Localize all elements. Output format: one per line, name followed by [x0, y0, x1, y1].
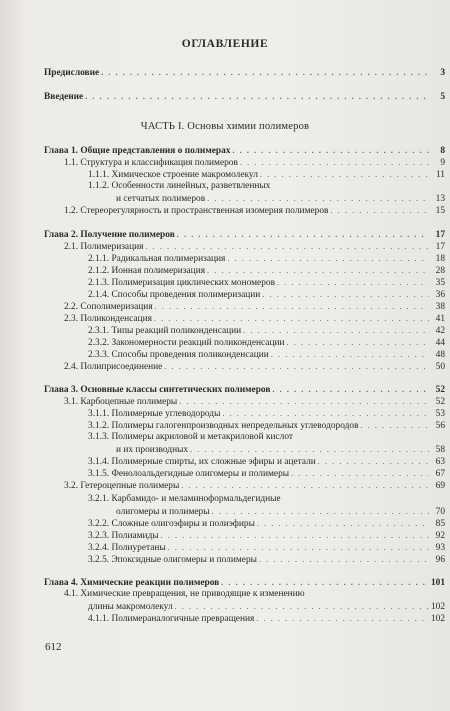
toc-section: [64, 480, 445, 491]
toc-subsection: [116, 444, 445, 455]
toc-section: [64, 396, 445, 407]
toc-leader-dots: [257, 518, 429, 529]
toc-leader-dots: [181, 480, 429, 491]
toc-leader-dots: [291, 468, 429, 479]
toc-page-number: 17: [435, 230, 445, 240]
toc-subsection: [88, 420, 445, 431]
toc-leader-dots: [330, 205, 429, 216]
toc-page-number: 5: [440, 92, 445, 102]
toc-entry-title: Предисловие: [44, 68, 100, 78]
toc-leader-dots: [85, 91, 429, 102]
toc-entry-title: 3.1.5. Фенолоальдегидные олигомеры и полимеры: [88, 469, 290, 479]
toc-entry-title: 1.1.1. Химическое строение макромолекул: [88, 170, 258, 180]
toc-entry-preface: [44, 67, 445, 78]
toc-subsection: [88, 277, 445, 288]
toc-subsection: [88, 468, 445, 479]
toc-chapter-4: [44, 577, 445, 588]
toc-page-number: 58: [435, 445, 445, 455]
page-title: ОГЛАВЛЕНИЕ: [181, 38, 269, 50]
part-heading: ЧАСТЬ I. Основы химии полимеров: [140, 121, 310, 132]
toc-page-number: 52: [435, 385, 445, 395]
toc-page-number: 53: [435, 409, 445, 419]
toc-page-number: 102: [430, 602, 445, 612]
toc-section: [64, 301, 445, 312]
toc-subsection: [88, 325, 445, 336]
toc-subsection: [88, 349, 445, 360]
toc-subsection: [88, 542, 445, 553]
toc-leader-dots: [262, 289, 429, 300]
toc-section: [64, 205, 445, 216]
toc-page-number: 15: [435, 206, 445, 216]
toc-entry-title: 1.2. Стереорегулярность и пространственная изомерия полимеров: [64, 206, 329, 216]
toc-leader-dots: [179, 396, 429, 407]
toc-subsection: [88, 456, 445, 467]
toc-leader-dots: [240, 157, 429, 168]
toc-page-number: 85: [435, 519, 445, 529]
toc-entry-title: 2.3.1. Типы реакций поликонденсации: [88, 326, 242, 336]
toc-leader-dots: [145, 241, 429, 252]
toc-subsection-line1: 1.1.2. Особенности линейных, разветвленных: [88, 181, 271, 191]
toc-subsection: [88, 337, 445, 348]
toc-subsection: [116, 506, 445, 517]
toc-leader-dots: [164, 361, 429, 372]
toc-entry-title: Глава 2. Получение полимеров: [44, 230, 175, 240]
toc-section: [64, 361, 445, 372]
toc-page-number: 28: [435, 266, 445, 276]
toc-leader-dots: [190, 444, 429, 455]
toc-subsection: [88, 518, 445, 529]
toc-subsection: [88, 613, 445, 624]
toc-page-number: 44: [435, 338, 445, 348]
toc-leader-dots: [243, 325, 429, 336]
toc-leader-dots: [161, 530, 429, 541]
toc-section: [88, 601, 445, 612]
toc-leader-dots: [227, 253, 429, 264]
toc-section-line1: 4.1. Химические превращения, не приводящие к изменению: [64, 589, 305, 599]
toc-leader-dots: [154, 313, 429, 324]
toc-subsection-line1: 3.2.1. Карбамидо- и меламиноформальдегидные: [88, 494, 281, 504]
toc-subsection: [88, 253, 445, 264]
toc-leader-dots: [272, 384, 429, 395]
toc-page-number: 52: [435, 397, 445, 407]
toc-entry-title: 2.2. Сополимеризация: [64, 302, 153, 312]
toc-entry-title: 2.1.1. Радикальная полимеризация: [88, 254, 226, 264]
toc-entry-title: Введение: [44, 92, 84, 102]
toc-entry-title: и сетчатых полимеров: [116, 194, 206, 204]
toc-section: [64, 313, 445, 324]
toc-subsection: [88, 169, 445, 180]
toc-page-number: 48: [435, 350, 445, 360]
toc-leader-dots: [212, 506, 429, 517]
toc-entry-title: 2.1.2. Ионная полимеризация: [88, 266, 206, 276]
toc-page-number: 9: [440, 158, 445, 168]
toc-leader-dots: [175, 601, 429, 612]
toc-leader-dots: [361, 420, 429, 431]
toc-page-number: 38: [435, 302, 445, 312]
toc-page-number: 35: [435, 278, 445, 288]
toc-page-number: 42: [435, 326, 445, 336]
toc-subsection: [88, 530, 445, 541]
toc-section: [64, 241, 445, 252]
toc-entry-title: Глава 3. Основные классы синтетических полимеров: [44, 385, 271, 395]
toc-entry-title: 3.1.4. Полимерные спирты, их сложные эфиры и ацетали: [88, 457, 316, 467]
toc-entry-title: 3.1.1. Полимерные углеводороды: [88, 409, 221, 419]
toc-chapter-2: [44, 229, 445, 240]
toc-leader-dots: [232, 145, 429, 156]
toc-subsection-line1: 3.1.3. Полимеры акриловой и метакриловой кислот: [88, 432, 294, 442]
toc-entry-title: олигомеры и полимеры: [116, 507, 210, 517]
toc-page-number: 70: [435, 507, 445, 517]
toc-leader-dots: [177, 229, 429, 240]
toc-entry-title: 2.3. Поликонденсация: [64, 314, 152, 324]
toc-subsection: [88, 554, 445, 565]
toc-subsection: [88, 265, 445, 276]
toc-page-number: 92: [435, 531, 445, 541]
toc-subsection: [116, 193, 445, 204]
toc-subsection: [88, 289, 445, 300]
toc-entry-title: 4.1.1. Полимераналогичные превращения: [88, 614, 255, 624]
toc-leader-dots: [101, 67, 429, 78]
toc-leader-dots: [207, 265, 429, 276]
toc-leader-dots: [168, 542, 429, 553]
toc-page-number: 101: [430, 578, 445, 588]
toc-leader-dots: [277, 277, 429, 288]
page-number: 612: [45, 641, 62, 653]
toc-leader-dots: [318, 456, 429, 467]
toc-chapter-3: [44, 384, 445, 395]
toc-page-number: 69: [435, 481, 445, 491]
toc-entry-title: 2.4. Полиприсоединение: [64, 362, 163, 372]
toc-page-number: 96: [435, 555, 445, 565]
toc-page-number: 17: [435, 242, 445, 252]
toc-page-number: 8: [440, 146, 445, 156]
toc-entry-title: 3.2.4. Полиуретаны: [88, 543, 166, 553]
toc-leader-dots: [207, 193, 429, 204]
toc-page-number: 3: [440, 68, 445, 78]
toc-entry-title: Глава 4. Химические реакции полимеров: [44, 578, 220, 588]
toc-leader-dots: [222, 408, 429, 419]
toc-page-number: 56: [435, 421, 445, 431]
toc-page-number: 93: [435, 543, 445, 553]
toc-entry-title: 2.3.2. Закономерности реакций поликонденсации: [88, 338, 285, 348]
toc-entry-introduction: [44, 91, 445, 102]
toc-leader-dots: [271, 349, 429, 360]
toc-leader-dots: [256, 613, 429, 624]
toc-entry-title: 3.2.5. Эпоксидные олигомеры и полимеры: [88, 555, 257, 565]
toc-page-number: 67: [435, 469, 445, 479]
toc-page-number: 63: [435, 457, 445, 467]
toc-entry-title: 3.1. Карбоцепные полимеры: [64, 397, 178, 407]
toc-page-number: 102: [430, 614, 445, 624]
toc-entry-title: и их производных: [116, 445, 189, 455]
toc-leader-dots: [287, 337, 430, 348]
toc-chapter-1: [44, 145, 445, 156]
toc-leader-dots: [260, 169, 429, 180]
toc-page-number: 50: [435, 362, 445, 372]
toc-entry-title: 1.1. Структура и классификация полимеров: [64, 158, 238, 168]
toc-entry-title: длины макромолекул: [88, 602, 173, 612]
toc-page-number: 41: [435, 314, 445, 324]
toc-entry-title: 3.2.2. Сложные олигоэфиры и полиэфиры: [88, 519, 255, 529]
toc-leader-dots: [259, 554, 429, 565]
toc-entry-title: 3.2.3. Полиамиды: [88, 531, 159, 541]
toc-subsection: [88, 408, 445, 419]
toc-entry-title: Глава 1. Общие представления о полимерах: [44, 146, 231, 156]
toc-entry-title: 2.1.4. Способы проведения полимеризации: [88, 290, 261, 300]
toc-entry-title: 2.1.3. Полимеризация циклических мономеров: [88, 278, 276, 288]
toc-page-number: 36: [435, 290, 445, 300]
toc-entry-title: 3.2. Гетероцепные полимеры: [64, 481, 180, 491]
toc-page-number: 11: [435, 170, 445, 180]
toc-leader-dots: [221, 577, 429, 588]
toc-entry-title: 3.1.2. Полимеры галогенпроизводных непредельных углеводородов: [88, 421, 359, 431]
toc-page-number: 13: [435, 194, 445, 204]
toc-page-number: 18: [435, 254, 445, 264]
toc-entry-title: 2.3.3. Способы проведения поликонденсации: [88, 350, 269, 360]
toc-leader-dots: [155, 301, 429, 312]
toc-entry-title: 2.1. Полимеризация: [64, 242, 144, 252]
toc-section: [64, 157, 445, 168]
